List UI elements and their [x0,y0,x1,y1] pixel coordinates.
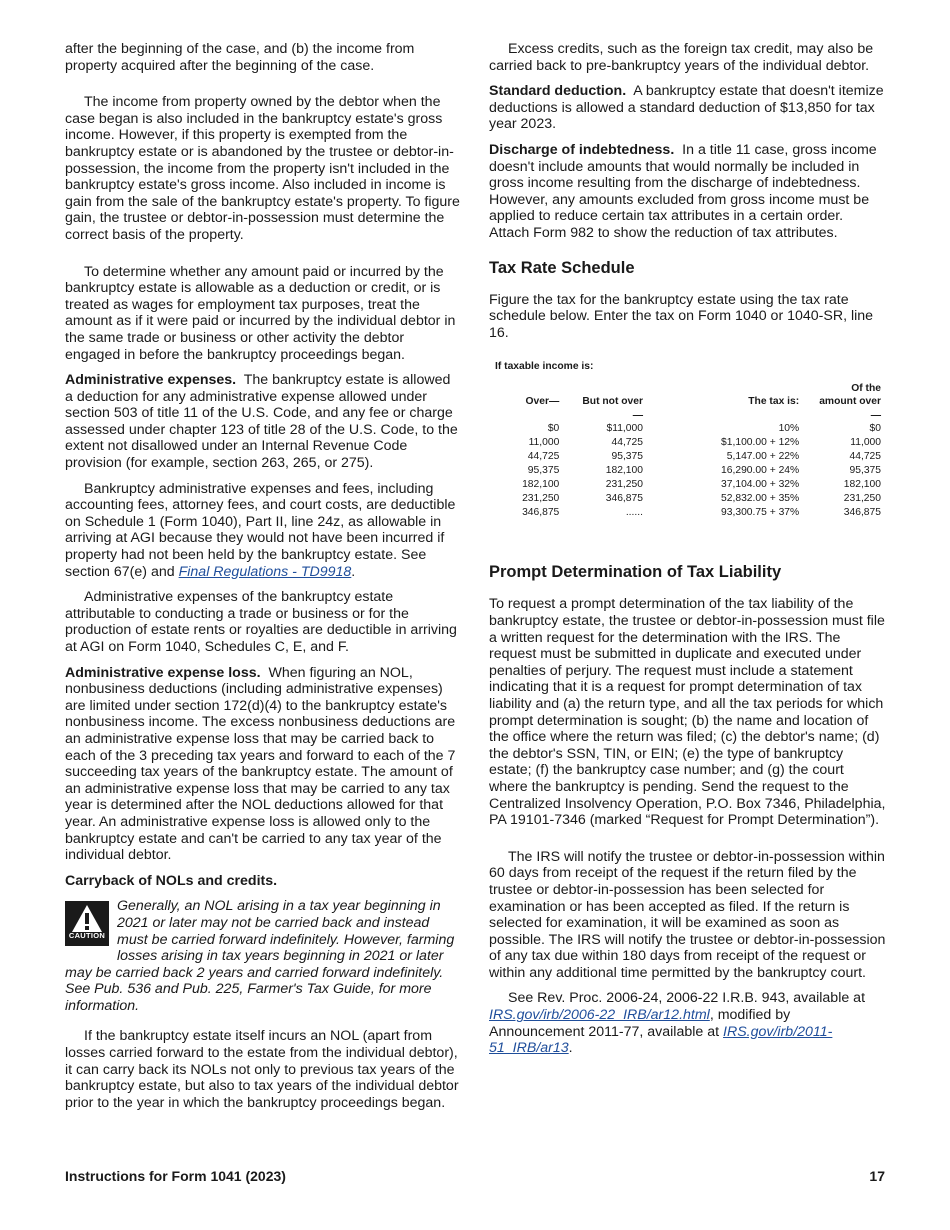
tax-rate-table [489,382,883,521]
paragraph-text: See Rev. Proc. 2006-24, 2006-22 I.R.B. 943, available at [508,990,866,1007]
page-number: 17 [869,1168,885,1184]
admin-loss-heading: Administrative expense loss. [65,664,261,681]
paragraph [65,372,462,472]
paragraph-text: The bankruptcy estate is allowed a deduction for any administrative expense allowed under section 503 of title 11 of the U.S. Code, and any fee or charge assessed under chapter 123 of title 28 of the U.S. Code, to the extent not disallowed under an Internal Revenue Code provision (for example, section 263, 265, or 275). [65,372,458,472]
table-row: 231,250 346,875 52,832.00 + 35% 231,250 [522,493,881,505]
standard-deduction-heading: Standard deduction. [489,83,627,100]
admin-expenses-heading: Administrative expenses. [65,372,237,389]
col-header-of-amount-over: Of the amount over — [819,382,881,421]
paragraph: The IRS will notify the trustee or debtor-in-possession within 60 days from receipt of the request if the return filed by the trustee or debtor-in-possession has been selected for examination or has been accepted as filed. If the return is selected for examination, it will be examined as soon as possible. The IRS will notify the trustee or debtor-in-possession of any tax due within 180 days from receipt of the request or within any additional time permitted by the bankruptcy court. [489,848,886,981]
footer-title: Instructions for Form 1041 (2023) [65,1168,286,1184]
paragraph: Excess credits, such as the foreign tax credit, may also be carried back to pre-bankruptcy years of the individual debtor. [489,41,874,74]
paragraph: Administrative expenses of the bankruptcy estate attributable to conducting a trade or business or for the production of estate rents or royalties are deductible in arriving at AGI on Form 1040, Schedules C, E, and F. [65,589,457,655]
caution-icon [65,901,109,946]
paragraph [65,481,462,581]
paragraph-text: A bankruptcy estate that doesn't itemize deductions is allowed a standard deduction of $13,850 for tax year 2023. [489,83,884,133]
paragraph: To determine whether any amount paid or incurred by the bankruptcy estate is allowable as a deduction or credit, or is treated as wages for employment tax purposes, treat the amount as if it were paid or incurred by the individual debtor in the same trade or business or other activity the debtor engaged in before the bankruptcy proceedings began. [65,263,456,363]
period: . [351,563,356,580]
prompt-determination-heading: Prompt Determination of Tax Liability [489,563,782,582]
final-regulations-link[interactable]: Final Regulations - TD9918 [178,563,352,580]
paragraph: If the bankruptcy estate itself incurs an NOL (apart from losses carried forward to the estate from the individual debtor), it can carry back its NOLs not only to previous tax years of the bankruptcy estate, but also to tax years of the individual debtor prior to the year in which the bankruptcy proceedings began. [65,1028,459,1111]
paragraph-text: Bankruptcy administrative expenses and fees, including accounting fees, attorney fees, and court costs, are deductible on Schedule 1 (Form 1040), Part II, line 24z, as allowable in arriving at AGI because they would not have been incurred if property had not been held by the bankruptcy estate. See section 67(e) and [65,480,456,580]
caution-note [65,898,462,1014]
carryback-heading: Carryback of NOLs and credits. [65,872,278,889]
table-row: $0 $11,000 10% $0 [547,423,881,435]
caution-text: Generally, an NOL arising in a tax year beginning in 2021 or later may not be carried back and instead must be carried forward indefinitely. However, farming losses arising in tax years beginning in 2021 or later may be carried back 2 years and carried forward indefinitely. See Pub. 536 and Pub. 225, Farmer's Tax Guide, for more information. [65,898,455,1014]
col-header-but-not-over: But not over — [582,396,643,421]
period: . [568,1040,573,1057]
table-row: 44,725 95,375 5,147.00 + 22% 44,725 [527,451,881,463]
paragraph: To request a prompt determination of the tax liability of the bankruptcy estate, the trustee or debtor-in-possession must file a written request for the determination with the IRS. The request must be submitted in duplicate and executed under penalties of perjury. The request must include a statement indicating that it is a request for prompt determination of tax liability and (a) the return type, and all the tax periods for which prompt determination is sought; (b) the name and location of the office where the return was filed; (c) the debtor's name; (d) the debtor's SSN, TIN, or EIN; (e) the type of bankruptcy estate; (f) the bankruptcy case number; and (g) the court where the bankruptcy is pending. Send the request to the Centralized Insolvency Operation, P.O. Box 7346, Philadelphia, PA 19101-7346 (marked “Request for Prompt Determination”). [489,596,886,829]
paragraph [65,665,462,864]
paragraph [489,83,886,133]
left-column [65,41,462,1120]
rate-table-label: If taxable income is: [495,361,594,373]
table-row: 346,875 ...... 93,300.75 + 37% 346,875 [522,507,881,519]
announcement-link[interactable]: IRS.gov/irb/2011-51_IRB/ar13 [489,1023,833,1057]
col-header-tax: The tax is: [748,396,800,408]
table-row: 11,000 44,725 $1,100.00 + 12% 11,000 [528,437,881,449]
right-column [489,41,886,1066]
paragraph [489,142,886,242]
table-row: 182,100 231,250 37,104.00 + 32% 182,100 [522,479,881,491]
discharge-heading: Discharge of indebtedness. [489,141,675,158]
table-row: 95,375 182,100 16,290.00 + 24% 95,375 [527,465,881,477]
paragraph-text: In a title 11 case, gross income doesn't include amounts that would normally be included in gross income resulting from the discharge of indebtedness. However, any amounts excluded from gross income must be applied to reduce certain tax attributes in a certain order. Attach Form 982 to show the reduction of tax attributes. [489,141,877,241]
col-header-over: Over— [525,396,560,408]
rev-proc-link[interactable]: IRS.gov/irb/2006-22_IRB/ar12.html [489,1007,710,1024]
paragraph: Figure the tax for the bankruptcy estate using the tax rate schedule below. Enter the tax on Form 1040 or 1040-SR, line 16. [489,291,874,341]
paragraph [65,873,462,890]
tax-rate-schedule-heading: Tax Rate Schedule [489,258,635,277]
paragraph-text: When figuring an NOL, nonbusiness deductions (including administrative expenses) are limited under section 172(d)(4) to the bankruptcy estate's nonbusiness income. The excess nonbusiness deductions are an administrative expense loss that may be carried back to each of the 3 preceding tax years and forward to each of the 7 succeeding tax years of the bankruptcy estate. The amount of an administrative expense loss that may be carried to any tax year is determined after the NOL deductions allowed for that year. An administrative expense loss is allowed only to the bankruptcy estate and can't be carried to any tax year of the individual debtor. [65,664,456,864]
paragraph: The income from property owned by the debtor when the case began is also included in the bankruptcy estate's gross income. However, if this property is exempted from the bankruptcy estate or is abandoned by the trustee or debtor-in-possession, the income from the property isn't included in the bankruptcy estate's gross income. Also included in income is gain from the sale of the bankruptcy estate's property. To figure gain, the trustee or debtor-in-possession must determine the correct basis of the property. [65,94,460,243]
paragraph-text: , modified by Announcement 2011-77, available at [489,1007,791,1040]
paragraph [489,990,886,1056]
paragraph: after the beginning of the case, and (b) the income from property acquired after the beginning of the case. [65,41,415,74]
caution-label: CAUTION [68,930,106,940]
